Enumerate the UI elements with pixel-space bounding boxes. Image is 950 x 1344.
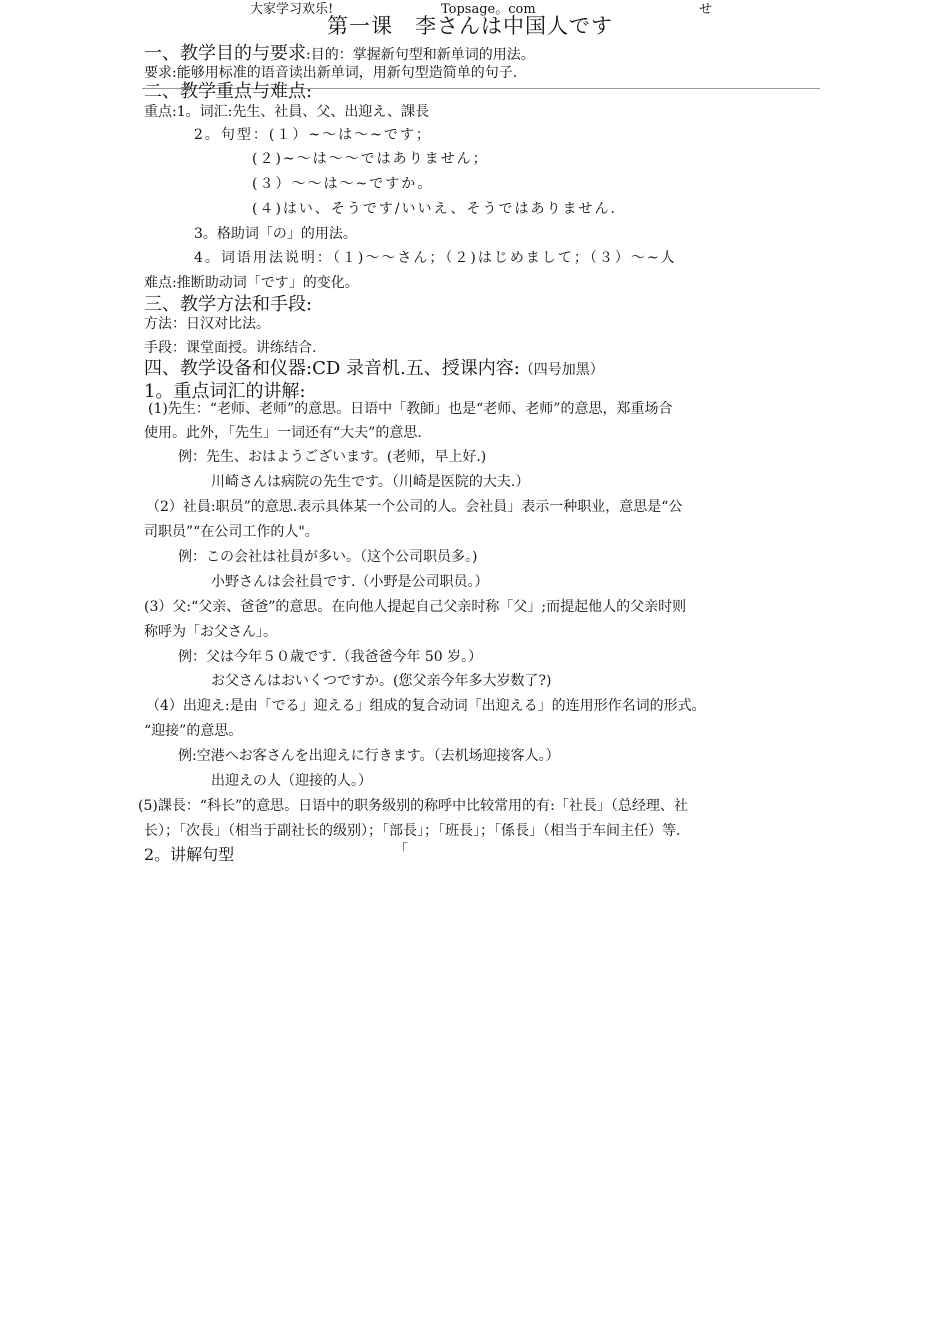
section-2-key4: 4。词语用法说明：（１)～～さん；（２)はじめまして；（３）～~人 bbox=[194, 250, 677, 266]
page-title: 第一课 李さんは中国人です bbox=[327, 14, 613, 38]
vocab-4-example1: 例:空港へお客さんを出迎えに行きます。（去机场迎接客人。） bbox=[178, 748, 560, 764]
section-2-pattern2: (２)~～は～～ではありません； bbox=[252, 151, 489, 167]
section-2-difficulty: 难点:推断助动词「です」的变化。 bbox=[144, 275, 359, 291]
section-2-heading: 二、教学重点与难点: bbox=[144, 81, 313, 102]
vocab-1-example1: 例：先生、おはようございます。(老师，早上好.) bbox=[178, 449, 487, 465]
section-2-key3: 3。格助词「の」的用法。 bbox=[194, 226, 357, 242]
header-center: Topsage。com bbox=[441, 2, 536, 17]
patterns-heading: 2。讲解句型 bbox=[144, 845, 235, 864]
vocab-3-line2: 称呼为「お父さん」。 bbox=[144, 624, 277, 640]
section-3-means: 手段：课堂面授。讲练结合. bbox=[144, 340, 317, 356]
section-1-requirement: 要求:能够用标准的语音读出新单词，用新句型造简单的句子. bbox=[144, 65, 518, 81]
section-4-note: （四号加黑） bbox=[519, 362, 604, 378]
vocab-5-line2: 长）；「次長」（相当于副社长的级别）；「部長」；「班長」；「係長」（相当于车间主任）等. bbox=[144, 823, 681, 839]
vocab-1-example2: 川崎さんは病院の先生です。（川崎是医院的大夫.） bbox=[211, 474, 530, 490]
section-1-purpose: :目的：掌握新句型和新单词的用法。 bbox=[306, 47, 535, 63]
section-4-heading: 四、教学设备和仪器:CD 录音机.五、授课内容: bbox=[144, 358, 520, 379]
vocab-2-line1: （2）社員:职员”的意思.表示具体某一个公司的人。会社員」表示一种职业，意思是“公 bbox=[146, 499, 683, 515]
section-1-heading: 一、教学目的与要求 bbox=[144, 43, 306, 64]
vocab-3-example1: 例：父は今年５０歳です.（我爸爸今年 50 岁。） bbox=[178, 649, 483, 665]
vocab-4-example2: 出迎えの人（迎接的人。） bbox=[211, 773, 372, 789]
vocab-1-line1: (1)先生：“老师、老师”的意思。日语中「教師」也是“老师、老师”的意思，郑重场合 bbox=[148, 401, 673, 417]
header-left: 大家学习欢乐! bbox=[250, 2, 334, 17]
stray-bracket: 「 bbox=[394, 842, 408, 858]
vocab-heading: 1。重点词汇的讲解: bbox=[144, 381, 306, 402]
vocab-2-example2: 小野さんは会社員です.（小野是公司职员。） bbox=[211, 574, 489, 590]
vocab-5-line1: (5)課長：“科长”的意思。日语中的职务级别的称呼中比较常用的有:「社長」（总经理、社 bbox=[138, 798, 688, 814]
vocab-3-line1: (3）父:“父亲、爸爸”的意思。在向他人提起自己父亲时称「父」;而提起他人的父亲时则 bbox=[144, 599, 687, 615]
section-3-method: 方法：日汉对比法。 bbox=[144, 316, 270, 332]
header-right: せ bbox=[699, 2, 713, 17]
vocab-4-line1: （4）出迎え:是由「でる」迎える」组成的复合动词「出迎える」的连用形作名词的形式。 bbox=[146, 698, 706, 714]
section-2-key2: 2。句型：(１）~～は～~です； bbox=[194, 127, 432, 143]
vocab-2-line2: 司职员”“在公司工作的人"。 bbox=[144, 524, 319, 540]
section-3-heading: 三、教学方法和手段: bbox=[144, 294, 313, 315]
section-2-pattern4: (４)はい、そうです/いいえ、そうではありません. bbox=[252, 201, 617, 217]
vocab-2-example1: 例：この会社は社員が多い。（这个公司职员多。) bbox=[178, 549, 478, 565]
section-2-pattern3: (３）～～は～~ですか。 bbox=[252, 176, 434, 192]
vocab-3-example2: お父さんはおいくつですか。(您父亲今年多大岁数了?) bbox=[211, 673, 552, 689]
vocab-1-line2: 使用。此外，「先生」一词还有“大夫”的意思. bbox=[144, 425, 422, 441]
section-2-key1: 重点:1。词汇:先生、社員、父、出迎え、課長 bbox=[144, 104, 430, 120]
vocab-4-line2: “迎接”的意思。 bbox=[144, 723, 243, 739]
